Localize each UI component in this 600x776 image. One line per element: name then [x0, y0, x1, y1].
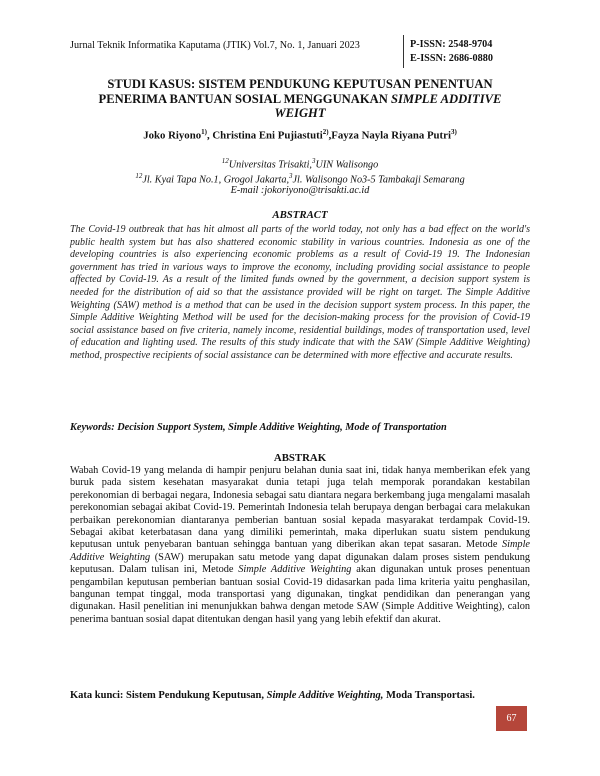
- kata-kunci: Kata kunci: Sistem Pendukung Keputusan, Simple Additive Weighting, Moda Transportasi.: [70, 690, 475, 701]
- title-line-1: STUDI KASUS: SISTEM PENDUKUNG KEPUTUSAN PENENTUAN: [107, 77, 493, 91]
- issn-box: [403, 35, 531, 68]
- author-1: Joko Riyono: [143, 129, 202, 142]
- abstract-english: The Covid-19 outbreak that has hit almost all parts of the world today, not only has a bad effect on the world's public health system but has also shattered economic stability in various countries. Indonesia as one of the developing countries is also experiencing economic problems as a result of Covid-19 19. The Indonesian government has tried in various ways to improve the economy, including providing social assistance to people affected by Covid-19. As a result of the limited funds owned by the government, a decision support system is needed for the distribution of aid so that the assistance provided will be right on target. The Simple Additive Weighting (SAW) method is a method that can be used in the decision support system process. In this paper, the Simple Additive Weighting Method will be used for the decision-making process for the provision of Covid-19 social assistance based on five criteria, namely income, residential buildings, modes of transportation used, level of education and lighting used. The results of this study indicate that with the SAW (Simple Additive Weighting) method, prospective recipients of social assistance can be determined with more effective and accurate results.: [70, 224, 530, 361]
- author-2: , Christina Eni Pujiastuti: [206, 129, 323, 142]
- e-issn: E-ISSN: 2686-0880: [410, 53, 493, 64]
- author-list: Joko Riyono$^{1)}$, Christina Eni Pujiastuti$^{2)}$,Fayza Nayla Riyana Putri$^{3)}$: [143, 128, 457, 142]
- paper-title: [60, 77, 540, 121]
- journal-info: Jurnal Teknik Informatika Kaputama (JTIK) Vol.7, No. 1, Januari 2023: [70, 40, 360, 51]
- abstract-indonesian: Wabah Covid-19 yang melanda di hampir penjuru belahan dunia saat ini, tidak hanya memberikan efek yang buruk pada sistem kesehatan masyarakat dunia tetapi juga telah memporak porandakan kestabilan perekonomian di berbagai negara, Indonesia sebagai satu diantara negara berkembang juga mengalami masalah perekonomian sebagai akibat Covid-19. Pemerintah Indonesia telah berupaya dengan berbagai cara melakukan perbaikan perekonomian diantaranya pemberian bantuan sosial kepada masyarakat terdampak Covid-19. Sebagai akibat keterbatasan dana yang dimiliki pemerintah, maka diperlukan suatu sistem pendukung keputusan untuk penyebaran bantuan sehingga bantuan yang diberikan akan tepat sasaran. Metode Simple Additive Weighting (SAW) merupakan satu metode yang dapat digunakan dalam proses sistem pendukung keputusan. Dalam tulisan ini, Metode Simple Additive Weighting akan digunakan untuk proses penentuan pengambilan keputusan pemberian bantuan sosial Covid-19 didasarkan pada lima kriteria yaitu penghasilan, bangunan tempat tinggal, moda transportasi yang digunakan, tingkat pendidikan dan penerangan yang digunakan. Hasil penelitian ini menunjukkan bahwa dengan metode SAW (Simple Additive Weighting), calon penerima bantuan sosial dapat ditentukan dengan hasil yang yang lebih efektif dan akurat.: [70, 465, 531, 625]
- p-issn: P-ISSN: 2548-9704: [410, 39, 493, 50]
- abstrak-heading: ABSTRAK: [273, 452, 327, 464]
- affiliation-institutions: $^{12}$Universitas Trisakti,$^3$UIN Walisongo: [221, 157, 379, 171]
- abstract-heading: ABSTRACT: [272, 209, 328, 221]
- affiliation-addresses: $^{12}$Jl. Kyai Tapa No.1, Grogol Jakarta,$^3$Jl. Walisongo No3-5 Tambakaji Semarang: [135, 172, 465, 186]
- author-email: E-mail :jokoriyono@trisakti.ac.id: [230, 185, 370, 196]
- page-number: 67: [496, 706, 527, 731]
- title-line-3: WEIGHT: [274, 106, 326, 120]
- keywords: Keywords: Decision Support System, Simple Additive Weighting, Mode of Transportation: [70, 422, 447, 433]
- title-line-2: PENERIMA BANTUAN SOSIAL MENGGUNAKAN SIMPLE ADDITIVE: [98, 91, 502, 106]
- page-header: [70, 35, 530, 69]
- author-3: ,Fayza Nayla Riyana Putri: [328, 129, 451, 142]
